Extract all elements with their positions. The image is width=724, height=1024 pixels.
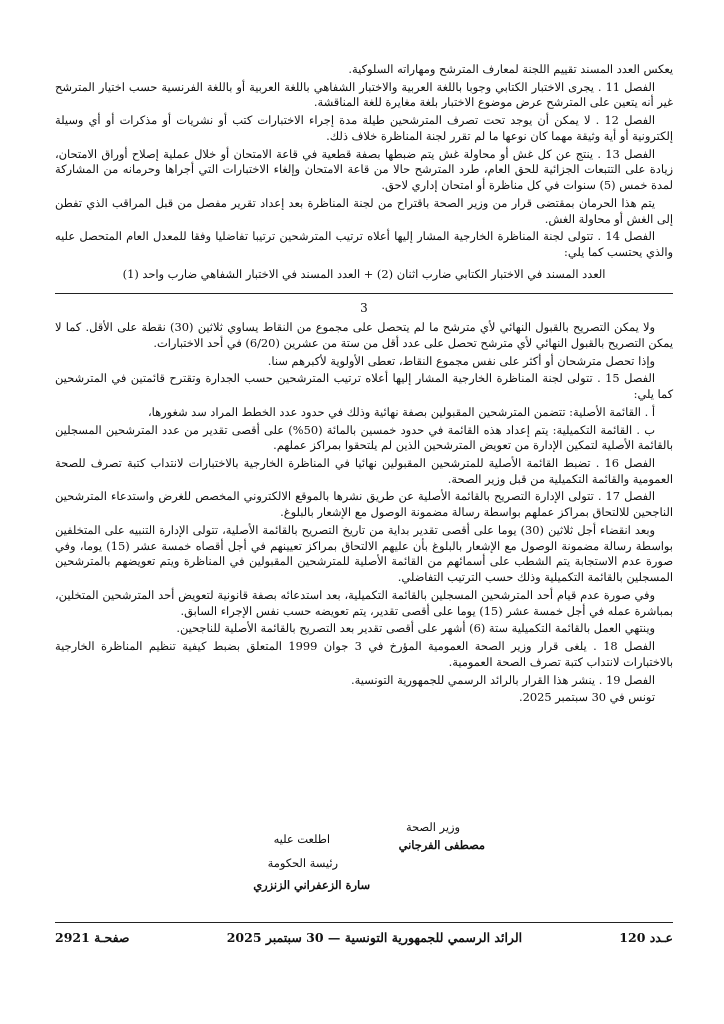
list-item-a: أ . القائمة الأصلية: تتضمن المترشحين المقبولين بصفة نهائية وذلك في حدود عدد الخطط المراد سد شغورها،	[147, 404, 655, 419]
pm-name: سارة الزعفراني الزنزري	[253, 878, 370, 892]
issue-number: عـدد 120	[619, 930, 673, 945]
article-16: الفصل 16 . تضبط القائمة الأصلية للمترشحين المقبولين نهائيا في المناظرة الخارجية بالاختبارات لانتداب كتبة تصرف للصحة العمومية والقائمة التكميلية من قبل وزير الصحة.	[55, 455, 673, 486]
paragraph: وبعد انقضاء أجل ثلاثين (30) يوما على أقصى تقدير بداية من تاريخ التصريح بالقائمة الأصلية، تتولى الإدارة التنبيه على المتخلفين بواسطة رسالة مضمونة الوصول مع الإشعار بالبلوغ بأن عليهم الالتحاق بمراكز تعيينهم في أجل أقصاه خمسة عشر (15) يوما، وفي صورة عدم الاستجابة يتم الشطب على أسمائهم من القائمة الأصلية للمترشحين المقبولين في المناظرة ويتم تعويضهم بالمترشحين المسجلين بالقائمة التكميلية وذلك حسب الترتيب التفاضلي.	[55, 522, 673, 585]
score-formula: العدد المسند في الاختبار الكتابي ضارب اثنان (2) + العدد المسند في الاختبار الشفاهي ضارب واحد (1)	[122, 266, 606, 281]
minister-title: وزير الصحة	[405, 820, 460, 834]
article-11: الفصل 11 . يجرى الاختبار الكتابي وجوبا باللغة العربية والاختبار الشفاهي باللغة العربية أو باللغة الفرنسية حسب اختيار المترشح غير أنه يتعين على المترشح عرض موضوع الاختبار بلغة مغايرة للغة المناقشة.	[55, 79, 673, 110]
paragraph: ولا يمكن التصريح بالقبول النهائي لأي مترشح ما لم يتحصل على مجموع من النقاط يساوي ثلاثين (30) نقطة على الأقل. كما لا يمكن التصريح بالقبول النهائي لأي مترشح تحصل على عدد أقل من ستة من عشرين (6/20) في أحد الاختبارات.	[55, 320, 673, 350]
article-13: الفصل 13 . ينتج عن كل غش أو محاولة غش يتم ضبطها بصفة قطعية في قاعة الامتحان أو خلال عملية إصلاح أوراق الامتحان، زيادة على التتبعات الجزائية للحق العام، طرد المترشح حالا من قاعة الامتحان وإلغاء الاختبارات التي أجراها وحرمانه من المشاركة لمدة خمس (5) سنوات في كل مناظرة أو امتحان إداري لاحق.	[55, 146, 673, 193]
paragraph: وينتهي العمل بالقائمة التكميلية ستة (6) أشهر على أقصى تقدير بعد التصريح بالقائمة الأصلية للناجحين.	[176, 621, 655, 636]
page-footer	[55, 930, 673, 945]
minister-name: مصطفى الفرجاني	[398, 838, 485, 852]
page-separator	[55, 293, 673, 294]
document-body	[55, 62, 673, 708]
paragraph: وفي صورة عدم قيام أحد المترشحين المسجلين بالقائمة التكميلية، بعد استدعائه بصفة قانونية لتعويض أحد المترشحين المتخلين، بمباشرة عمله في أجل خمسة عشر (15) يوما على أقصى تقدير، يتم تعويضه حسب نفس الإجراء السابق.	[55, 587, 673, 618]
inner-page-number: 3	[360, 300, 368, 315]
pm-title: رئيسة الحكومة	[267, 856, 338, 870]
footer-page-number: صفحـة 2921	[55, 930, 130, 945]
seen-label: اطلعت عليه	[273, 832, 330, 846]
paragraph: يتم هذا الحرمان بمقتضى قرار من وزير الصحة باقتراح من لجنة المناظرة بعد إعداد تقرير مفصل من قبل المراقب الذي تفطن إلى الغش أو محاولة الغش.	[55, 195, 673, 226]
footer-rule	[55, 922, 673, 923]
article-15: الفصل 15 . تتولى لجنة المناظرة الخارجية المشار إليها أعلاه ترتيب المترشحين حسب الجدارة وتقترح قائمتين في المترشحين كما يلي:	[55, 371, 673, 402]
article-17: الفصل 17 . تتولى الإدارة التصريح بالقائمة الأصلية عن طريق نشرها بالموقع الالكتروني المخصص للغرض واستدعاء المترشحين الناجحين للالتحاق بمراكز عملهم بواسطة رسالة مضمونة الوصول مع الإشعار بالبلوغ.	[55, 489, 673, 520]
article-18: الفصل 18 . يلغى قرار وزير الصحة العمومية المؤرخ في 3 جوان 1999 المتعلق بضبط كيفية تنظيم المناظرة الخارجية بالاختبارات لانتداب كتبة تصرف الصحة العمومية.	[55, 639, 673, 669]
date-line: تونس في 30 سبتمبر 2025.	[518, 690, 655, 705]
list-item-b: ب . القائمة التكميلية: يتم إعداد هذه القائمة في حدود خمسين بالمائة (50%) على أقصى تقدير من عدد المترشحين المسجلين بالقائمة الأصلية لتمكين الإدارة من تعويض المترشحين الذين لم يلتحقوا بمراكز عملهم.	[55, 422, 673, 453]
article-19: الفصل 19 . ينشر هذا القرار بالرائد الرسمي للجمهورية التونسية.	[351, 672, 655, 687]
paragraph: وإذا تحصل مترشحان أو أكثر على نفس مجموع النقاط، تعطى الأولوية لأكبرهم سنا.	[267, 353, 655, 368]
article-12: الفصل 12 . لا يمكن أن يوجد تحت تصرف المترشحين طيلة مدة إجراء الاختبارات كتب أو نشريات أو مذكرات أو أي وسيلة إلكترونية أو أية وثيقة مهما كان نوعها ما لم تقرر لجنة المناظرة خلاف ذلك.	[55, 113, 673, 143]
paragraph: يعكس العدد المسند تقييم اللجنة لمعارف المترشح ومهاراته السلوكية.	[348, 62, 673, 76]
article-14: الفصل 14 . تتولى لجنة المناظرة الخارجية المشار إليها أعلاه ترتيب المترشحين ترتيبا تفاضليا وفقا للمعدل العام المتحصل عليه والذي يحتسب كما يلي:	[55, 229, 673, 260]
journal-title: الرائد الرسمي للجمهورية التونسية — 30 سبتمبر 2025	[226, 930, 523, 945]
